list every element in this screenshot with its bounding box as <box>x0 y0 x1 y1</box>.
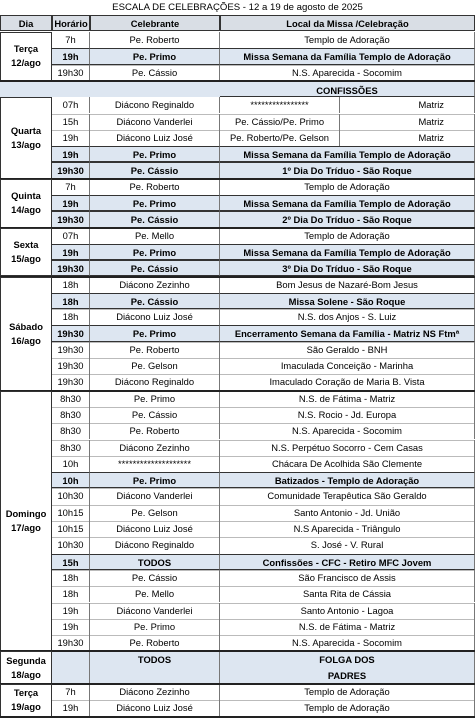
day-date: 18/ago <box>11 668 41 680</box>
celebrant-cell: Pe. Roberto <box>90 635 220 651</box>
schedule-title: ESCALA DE CELEBRAÇÕES - 12 a 19 de agosto de 2025 <box>112 2 363 13</box>
place-cell: Santo Antonio - Lagoa <box>220 603 475 619</box>
time-cell: 10h30 <box>52 488 90 504</box>
time-cell: 8h30 <box>52 440 90 456</box>
schedule-row <box>0 651 475 684</box>
place-cell: Encerramento Semana da Família - Matriz NS Ftmª <box>220 325 475 341</box>
time-cell: 19h30 <box>52 162 90 178</box>
place-cell: Batizados - Templo de Adoração <box>220 472 475 488</box>
place-cell: 1º Dia Do Tríduo - São Roque <box>220 162 475 178</box>
day-separator <box>0 276 475 278</box>
schedule-row <box>0 162 475 178</box>
time-cell: 19h30 <box>52 211 90 227</box>
place-cell: Templo de Adoração <box>220 179 475 195</box>
schedule-row <box>0 228 475 244</box>
celebrant-cell: Pe. Roberto <box>90 32 220 48</box>
time-cell: 07h <box>52 228 90 244</box>
day-separator <box>0 716 475 718</box>
schedule-row <box>0 325 475 341</box>
day-date: 16/ago <box>11 334 41 346</box>
time-cell: 19h30 <box>52 65 90 81</box>
day-cell <box>0 277 52 391</box>
place-cell: Missa Semana da Família Templo de Adoração <box>220 146 475 162</box>
place-cell: Santa Rita de Cássia <box>220 586 475 602</box>
celebrant-cell: Pe. Roberto <box>90 179 220 195</box>
day-date: 12/ago <box>11 57 41 69</box>
time-cell: 7h <box>52 179 90 195</box>
time-cell: 07h <box>52 97 90 113</box>
celebrant-cell: Diácono Reginaldo <box>90 374 220 390</box>
day-label: Terça <box>13 687 39 699</box>
header-day: Dia <box>0 15 52 31</box>
schedule-row <box>0 97 475 113</box>
day-label: Sexta <box>13 239 39 251</box>
day-label: Domingo <box>5 507 47 519</box>
confissoes-label: CONFISSÕES <box>220 81 475 97</box>
time-cell: 7h <box>52 684 90 700</box>
time-cell: 10h15 <box>52 505 90 521</box>
time-cell: 15h <box>52 114 90 130</box>
place-cell: N.S. Rocio - Jd. Europa <box>220 407 475 423</box>
schedule-row <box>0 391 475 407</box>
place-cell: N.S. Aparecida - Socomim <box>220 65 475 81</box>
time-cell: 10h <box>52 472 90 488</box>
place-cell: Templo de Adoração <box>220 228 475 244</box>
schedule-row <box>0 293 475 309</box>
celebrant-cell: Pe. Primo <box>90 195 220 211</box>
celebrant-cell: Diácono Vanderlei <box>90 488 220 504</box>
place-cell: 3º Dia Do Tríduo - São Roque <box>220 260 475 276</box>
day-separator <box>0 650 475 652</box>
header-time: Horário <box>52 15 90 31</box>
schedule-row <box>0 407 475 423</box>
celebrant-cell: Diácono Luiz José <box>90 309 220 325</box>
celebrant-cell: Diácono Luiz José <box>90 521 220 537</box>
place-cell: Imaculada Conceição - Marinha <box>220 358 475 374</box>
schedule-row <box>0 146 475 162</box>
schedule-row <box>0 570 475 586</box>
place-cell: N.S. de Fátima - Matriz <box>220 391 475 407</box>
time-cell: 19h <box>52 700 90 716</box>
celebrant-cell: Pe. Cássio <box>90 260 220 276</box>
day-cell <box>0 684 52 717</box>
day-label: Quarta <box>10 124 42 136</box>
time-cell: 18h <box>52 309 90 325</box>
place-cell: N.S. dos Anjos - S. Luiz <box>220 309 475 325</box>
time-cell: 18h <box>52 570 90 586</box>
schedule-row <box>0 114 475 130</box>
place-cell: Matriz <box>340 130 475 146</box>
celebrant-cell: Diácono Zezinho <box>90 440 220 456</box>
place-cell: Missa Solene - São Roque <box>220 293 475 309</box>
day-cell <box>0 179 52 228</box>
celebrant-cell: TODOS <box>90 554 220 570</box>
schedule-row <box>0 635 475 651</box>
time-cell: 19h <box>52 146 90 162</box>
schedule-row <box>0 211 475 227</box>
day-cell <box>0 651 52 684</box>
day-label: Sábado <box>9 320 43 332</box>
time-cell: 18h <box>52 586 90 602</box>
day-date: 17/ago <box>11 521 41 533</box>
day-cell <box>0 228 52 277</box>
day-cell <box>0 97 52 179</box>
celebrant-cell: Pe. Primo <box>90 619 220 635</box>
celebrant-cell: Pe. Cássio <box>90 211 220 227</box>
day-separator <box>0 178 475 180</box>
time-cell: 15h <box>52 554 90 570</box>
place-cell: 2º Dia Do Tríduo - São Roque <box>220 211 475 227</box>
schedule-row <box>0 586 475 602</box>
schedule-row <box>0 423 475 439</box>
header-celebrant: Celebrante <box>90 15 220 31</box>
celebrant-cell: Pe. Mello <box>90 586 220 602</box>
celebrant-cell: Diácono Reginaldo <box>90 97 220 113</box>
celebrant-cell: Pe. Primo <box>90 244 220 260</box>
place-cell: N.S. de Fátima - Matriz <box>220 619 475 635</box>
place-cell: S. José - V. Rural <box>220 537 475 553</box>
time-cell: 19h <box>52 603 90 619</box>
time-cell: 19h30 <box>52 374 90 390</box>
celebrant-cell: Pe. Primo <box>90 48 220 64</box>
day-separator <box>0 80 475 82</box>
place-cell: Chácara De Acolhida São Clemente <box>220 456 475 472</box>
time-cell: 18h <box>52 277 90 293</box>
time-cell: 8h30 <box>52 391 90 407</box>
schedule-row <box>0 700 475 716</box>
place-cell: N.S. Aparecida - Socomim <box>220 635 475 651</box>
confissoes-banner <box>0 81 475 97</box>
confessor-cell: **************** <box>220 97 340 113</box>
place-cell: Templo de Adoração <box>220 684 475 700</box>
schedule-row <box>0 130 475 146</box>
day-label: Quinta <box>11 190 41 202</box>
time-cell: 19h30 <box>52 325 90 341</box>
place-cell: Confissões - CFC - Retiro MFC Jovem <box>220 554 475 570</box>
celebrant-cell: Pe. Cássio <box>90 407 220 423</box>
schedule-row <box>0 440 475 456</box>
schedule-row <box>0 619 475 635</box>
time-cell: 8h30 <box>52 407 90 423</box>
place-cell: Matriz <box>340 97 475 113</box>
day-label: Segunda <box>6 654 46 666</box>
celebrant-cell: Diácono Zezinho <box>90 277 220 293</box>
celebrant-cell: Pe. Primo <box>90 391 220 407</box>
celebrant-cell: Pe. Primo <box>90 472 220 488</box>
place-cell: N.S. Aparecida - Socomim <box>220 423 475 439</box>
time-cell: 19h <box>52 130 90 146</box>
celebrant-cell: Pe. Cássio <box>90 570 220 586</box>
place-cell: Templo de Adoração <box>220 700 475 716</box>
schedule-row <box>0 603 475 619</box>
schedule-row <box>0 358 475 374</box>
time-cell: 19h <box>52 619 90 635</box>
time-cell: 10h <box>52 456 90 472</box>
schedule-row <box>0 537 475 553</box>
time-cell: 18h <box>52 293 90 309</box>
celebrant-cell: Pe. Primo <box>90 146 220 162</box>
schedule-row <box>0 521 475 537</box>
schedule-row <box>0 179 475 195</box>
schedule-row <box>0 684 475 700</box>
day-separator <box>0 683 475 685</box>
celebrant-cell: Diácono Zezinho <box>90 684 220 700</box>
schedule-row <box>0 309 475 325</box>
day-separator <box>0 227 475 229</box>
schedule-row <box>0 32 475 48</box>
place-cell: N.S. Perpétuo Socorro - Cem Casas <box>220 440 475 456</box>
celebrant-cell: Pe. Cássio <box>90 293 220 309</box>
schedule-row <box>0 488 475 504</box>
time-cell: 19h <box>52 195 90 211</box>
schedule-row <box>0 505 475 521</box>
day-date: 13/ago <box>11 138 41 150</box>
celebrant-cell: Pe. Gelson <box>90 358 220 374</box>
place-cell: N.S Aparecida - Triângulo <box>220 521 475 537</box>
place-cell: Comunidade Terapêutica São Geraldo <box>220 488 475 504</box>
place-cell: Missa Semana da Família Templo de Adoração <box>220 195 475 211</box>
celebrant-cell: Pe. Primo <box>90 325 220 341</box>
time-cell: 19h30 <box>52 260 90 276</box>
day-date: 14/ago <box>11 204 41 216</box>
schedule-row <box>0 65 475 81</box>
schedule-row <box>0 244 475 260</box>
place-cell: Santo Antonio - Jd. União <box>220 505 475 521</box>
celebrant-cell: ******************** <box>90 456 220 472</box>
celebrant-cell: Pe. Mello <box>90 228 220 244</box>
celebrant-cell: Pe. Cássio <box>90 65 220 81</box>
place-cell: São Geraldo - BNH <box>220 342 475 358</box>
time-cell: 19h <box>52 48 90 64</box>
place-cell: São Francisco de Assis <box>220 570 475 586</box>
celebrant-cell: Pe. Roberto <box>90 342 220 358</box>
celebrant-cell: TODOS <box>90 651 220 684</box>
day-separator <box>0 390 475 392</box>
schedule-row <box>0 472 475 488</box>
day-date: 15/ago <box>11 253 41 265</box>
place-cell: FOLGA DOS PADRES <box>220 651 475 684</box>
day-date: 19/ago <box>11 701 41 713</box>
time-cell <box>52 651 90 684</box>
schedule-row <box>0 260 475 276</box>
confessor-cell: Pe. Roberto/Pe. Gelson <box>220 130 340 146</box>
confessor-cell: Pe. Cássio/Pe. Primo <box>220 114 340 130</box>
schedule-row <box>0 554 475 570</box>
place-cell: Templo de Adoração <box>220 32 475 48</box>
schedule-row <box>0 48 475 64</box>
celebrant-cell: Diácono Reginaldo <box>90 537 220 553</box>
time-cell: 10h30 <box>52 537 90 553</box>
schedule-row <box>0 277 475 293</box>
celebrant-cell: Pe. Roberto <box>90 423 220 439</box>
celebrant-cell: Diácono Vanderlei <box>90 603 220 619</box>
time-cell: 19h30 <box>52 635 90 651</box>
time-cell: 19h30 <box>52 358 90 374</box>
schedule-row <box>0 456 475 472</box>
time-cell: 7h <box>52 32 90 48</box>
celebrant-cell: Diácono Luiz José <box>90 130 220 146</box>
day-cell <box>0 391 52 652</box>
celebrant-cell: Diácono Vanderlei <box>90 114 220 130</box>
schedule-row <box>0 342 475 358</box>
day-cell <box>0 32 52 81</box>
place-cell: Missa Semana da Família Templo de Adoração <box>220 48 475 64</box>
place-cell: Matriz <box>340 114 475 130</box>
place-cell: Imaculado Coração de Maria B. Vista <box>220 374 475 390</box>
place-cell: Bom Jesus de Nazaré-Bom Jesus <box>220 277 475 293</box>
celebrant-cell: Pe. Cássio <box>90 162 220 178</box>
time-cell: 8h30 <box>52 423 90 439</box>
time-cell: 19h30 <box>52 342 90 358</box>
schedule-row <box>0 374 475 390</box>
day-label: Terça <box>13 43 39 55</box>
time-cell: 19h <box>52 244 90 260</box>
header-place: Local da Missa /Celebração <box>220 15 475 31</box>
schedule-row <box>0 195 475 211</box>
time-cell: 10h15 <box>52 521 90 537</box>
celebrant-cell: Diácono Luiz José <box>90 700 220 716</box>
place-cell: Missa Semana da Família Templo de Adoração <box>220 244 475 260</box>
celebrant-cell: Pe. Gelson <box>90 505 220 521</box>
